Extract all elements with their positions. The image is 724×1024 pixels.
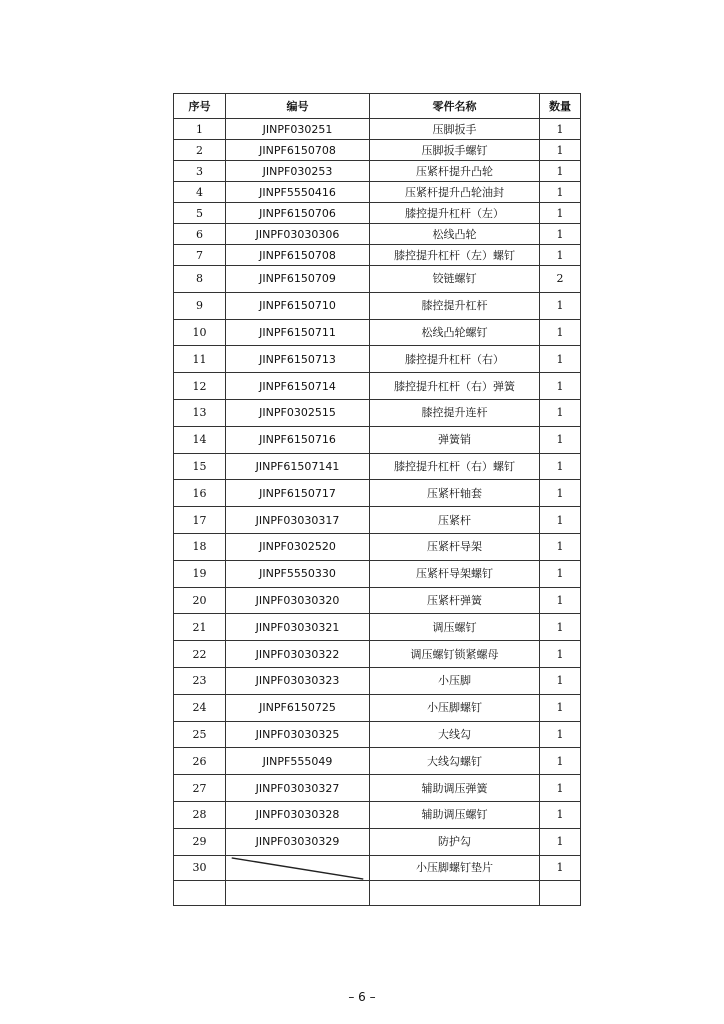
row-code: JINPF03030322 xyxy=(226,641,370,668)
row-index: 21 xyxy=(174,614,226,641)
table-row xyxy=(174,140,581,161)
row-part-name: 膝控提升杠杆（右）螺钉 xyxy=(370,453,540,480)
row-code: JINPF6150706 xyxy=(226,203,370,224)
row-quantity: 1 xyxy=(540,614,581,641)
table-row xyxy=(174,119,581,140)
row-part-name: 辅助调压螺钉 xyxy=(370,801,540,828)
table-header-row xyxy=(174,94,581,119)
row-part-name: 防护勾 xyxy=(370,828,540,855)
row-index: 29 xyxy=(174,828,226,855)
row-part-name: 小压脚螺钉 xyxy=(370,694,540,721)
row-code: JINPF030251 xyxy=(226,119,370,140)
table-row xyxy=(174,614,581,641)
table-row xyxy=(174,292,581,319)
row-quantity: 1 xyxy=(540,775,581,802)
row-index: 10 xyxy=(174,319,226,346)
row-part-name: 膝控提升连杆 xyxy=(370,399,540,426)
table-row xyxy=(174,694,581,721)
table-row xyxy=(174,373,581,400)
row-part-name: 调压螺钉 xyxy=(370,614,540,641)
row-code: JINPF6150713 xyxy=(226,346,370,373)
row-code: JINPF03030328 xyxy=(226,801,370,828)
row-part-name: 压脚扳手 xyxy=(370,119,540,140)
table-row xyxy=(174,507,581,534)
row-code: JINPF03030327 xyxy=(226,775,370,802)
row-quantity: 1 xyxy=(540,426,581,453)
row-index: 2 xyxy=(174,140,226,161)
row-quantity: 1 xyxy=(540,828,581,855)
row-part-name: 压脚扳手螺钉 xyxy=(370,140,540,161)
row-quantity: 1 xyxy=(540,203,581,224)
row-quantity: 1 xyxy=(540,533,581,560)
row-code: JINPF61507141 xyxy=(226,453,370,480)
header-part-name: 零件名称 xyxy=(370,94,540,119)
table-row xyxy=(174,533,581,560)
row-index: 22 xyxy=(174,641,226,668)
row-part-name: 弹簧销 xyxy=(370,426,540,453)
row-part-name: 大线勾螺钉 xyxy=(370,748,540,775)
row-code: JINPF6150716 xyxy=(226,426,370,453)
row-quantity: 1 xyxy=(540,560,581,587)
row-code: JINPF6150710 xyxy=(226,292,370,319)
row-quantity: 1 xyxy=(540,721,581,748)
row-quantity: 1 xyxy=(540,855,581,880)
row-index: 18 xyxy=(174,533,226,560)
row-quantity: 1 xyxy=(540,801,581,828)
row-index: 8 xyxy=(174,266,226,293)
row-part-name: 膝控提升杠杆（右）弹簧 xyxy=(370,373,540,400)
row-index: 14 xyxy=(174,426,226,453)
row-part-name: 膝控提升杠杆（左） xyxy=(370,203,540,224)
row-code: JINPF5550330 xyxy=(226,560,370,587)
row-quantity: 1 xyxy=(540,140,581,161)
table-row xyxy=(174,203,581,224)
row-quantity: 1 xyxy=(540,587,581,614)
row-index: 26 xyxy=(174,748,226,775)
row-quantity xyxy=(540,880,581,905)
row-quantity: 1 xyxy=(540,641,581,668)
row-index: 16 xyxy=(174,480,226,507)
row-part-name: 压紧杆提升凸轮 xyxy=(370,161,540,182)
row-part-name: 压紧杆 xyxy=(370,507,540,534)
row-quantity: 1 xyxy=(540,399,581,426)
table-row xyxy=(174,855,581,880)
header-code: 编号 xyxy=(226,94,370,119)
row-part-name: 小压脚螺钉垫片 xyxy=(370,855,540,880)
row-index: 9 xyxy=(174,292,226,319)
row-part-name: 压紧杆导架 xyxy=(370,533,540,560)
row-code: JINPF6150708 xyxy=(226,140,370,161)
row-code: JINPF6150709 xyxy=(226,266,370,293)
row-index: 5 xyxy=(174,203,226,224)
table-row xyxy=(174,775,581,802)
row-quantity: 1 xyxy=(540,161,581,182)
row-quantity: 1 xyxy=(540,245,581,266)
row-code: JINPF6150714 xyxy=(226,373,370,400)
row-code: JINPF555049 xyxy=(226,748,370,775)
row-index: 23 xyxy=(174,667,226,694)
row-code: JINPF03030329 xyxy=(226,828,370,855)
row-quantity: 1 xyxy=(540,507,581,534)
row-index: 30 xyxy=(174,855,226,880)
row-index: 7 xyxy=(174,245,226,266)
row-quantity: 1 xyxy=(540,319,581,346)
row-quantity: 1 xyxy=(540,373,581,400)
row-part-name: 铰链螺钉 xyxy=(370,266,540,293)
row-quantity: 1 xyxy=(540,748,581,775)
row-code-diagonal-cell xyxy=(226,855,370,880)
table-row xyxy=(174,748,581,775)
row-quantity: 1 xyxy=(540,292,581,319)
row-code: JINPF03030306 xyxy=(226,224,370,245)
table-row xyxy=(174,801,581,828)
row-code: JINPF6150717 xyxy=(226,480,370,507)
row-code: JINPF5550416 xyxy=(226,182,370,203)
table-row xyxy=(174,161,581,182)
row-index: 28 xyxy=(174,801,226,828)
table-row xyxy=(174,346,581,373)
table-row xyxy=(174,245,581,266)
row-part-name: 膝控提升杠杆（右） xyxy=(370,346,540,373)
row-code: JINPF03030320 xyxy=(226,587,370,614)
table-row xyxy=(174,667,581,694)
row-code: JINPF0302520 xyxy=(226,533,370,560)
table-row xyxy=(174,182,581,203)
table-row xyxy=(174,426,581,453)
row-index: 3 xyxy=(174,161,226,182)
parts-table xyxy=(173,93,581,906)
row-quantity: 1 xyxy=(540,119,581,140)
table-row xyxy=(174,224,581,245)
row-part-name xyxy=(370,880,540,905)
row-index xyxy=(174,880,226,905)
row-part-name: 压紧杆提升凸轮油封 xyxy=(370,182,540,203)
row-quantity: 1 xyxy=(540,480,581,507)
row-index: 25 xyxy=(174,721,226,748)
table-row xyxy=(174,641,581,668)
table-body xyxy=(174,119,581,906)
row-code: JINPF6150725 xyxy=(226,694,370,721)
header-quantity: 数量 xyxy=(540,94,581,119)
table-row xyxy=(174,399,581,426)
table-row xyxy=(174,266,581,293)
row-index: 15 xyxy=(174,453,226,480)
diagonal-slash-line xyxy=(226,856,369,880)
table-row xyxy=(174,587,581,614)
row-code: JINPF03030321 xyxy=(226,614,370,641)
table-row xyxy=(174,721,581,748)
table-row xyxy=(174,319,581,346)
row-code: JINPF6150711 xyxy=(226,319,370,346)
row-code: JINPF03030325 xyxy=(226,721,370,748)
row-code: JINPF03030323 xyxy=(226,667,370,694)
row-index: 13 xyxy=(174,399,226,426)
table-row xyxy=(174,453,581,480)
row-part-name: 大线勾 xyxy=(370,721,540,748)
row-quantity: 1 xyxy=(540,224,581,245)
row-code: JINPF0302515 xyxy=(226,399,370,426)
row-index: 12 xyxy=(174,373,226,400)
row-index: 6 xyxy=(174,224,226,245)
row-quantity: 1 xyxy=(540,667,581,694)
table-row xyxy=(174,480,581,507)
row-part-name: 压紧杆弹簧 xyxy=(370,587,540,614)
row-part-name: 膝控提升杠杆（左）螺钉 xyxy=(370,245,540,266)
table-row xyxy=(174,880,581,905)
row-part-name: 压紧杆轴套 xyxy=(370,480,540,507)
table-row xyxy=(174,560,581,587)
row-part-name: 压紧杆导架螺钉 xyxy=(370,560,540,587)
page-number: – 6 – xyxy=(348,990,376,1004)
row-index: 24 xyxy=(174,694,226,721)
row-part-name: 调压螺钉锁紧螺母 xyxy=(370,641,540,668)
row-code: JINPF030253 xyxy=(226,161,370,182)
row-code: JINPF6150708 xyxy=(226,245,370,266)
row-part-name: 膝控提升杠杆 xyxy=(370,292,540,319)
row-quantity: 1 xyxy=(540,453,581,480)
row-part-name: 辅助调压弹簧 xyxy=(370,775,540,802)
row-index: 27 xyxy=(174,775,226,802)
row-index: 19 xyxy=(174,560,226,587)
row-index: 20 xyxy=(174,587,226,614)
row-quantity: 1 xyxy=(540,694,581,721)
row-index: 1 xyxy=(174,119,226,140)
row-code: JINPF03030317 xyxy=(226,507,370,534)
row-index: 11 xyxy=(174,346,226,373)
row-quantity: 1 xyxy=(540,346,581,373)
row-index: 17 xyxy=(174,507,226,534)
row-code xyxy=(226,880,370,905)
row-part-name: 小压脚 xyxy=(370,667,540,694)
row-quantity: 2 xyxy=(540,266,581,293)
row-part-name: 松线凸轮 xyxy=(370,224,540,245)
header-index: 序号 xyxy=(174,94,226,119)
row-part-name: 松线凸轮螺钉 xyxy=(370,319,540,346)
row-index: 4 xyxy=(174,182,226,203)
table-row xyxy=(174,828,581,855)
row-quantity: 1 xyxy=(540,182,581,203)
